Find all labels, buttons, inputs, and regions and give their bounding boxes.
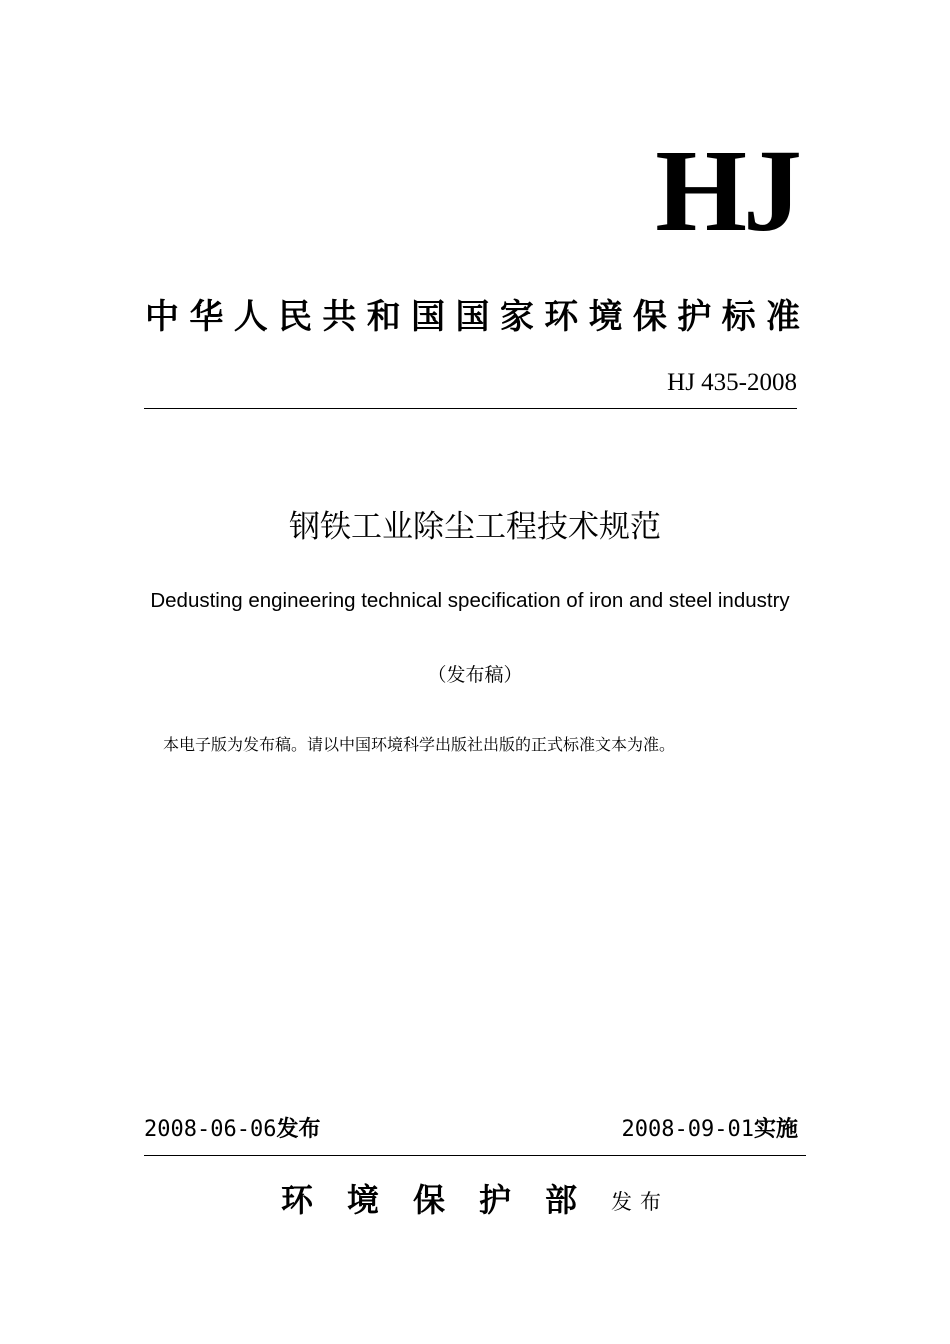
bottom-divider xyxy=(144,1155,806,1156)
document-title-chinese: 钢铁工业除尘工程技术规范 xyxy=(289,509,661,545)
ministry-name: 环境保护部 xyxy=(280,1181,611,1219)
publish-label: 发布 xyxy=(611,1190,669,1214)
issue-date xyxy=(144,1113,320,1147)
publisher-footer xyxy=(0,1177,950,1223)
top-divider xyxy=(144,408,797,409)
draft-tag: （发布稿） xyxy=(427,664,523,686)
hj-logo: HJ xyxy=(655,125,798,256)
org-title: 中华人民共和国国家环境保护标准 xyxy=(145,297,800,337)
implementation-date xyxy=(622,1113,798,1147)
document-title-english: Dedusting engineering technical specification of iron and steel industry xyxy=(150,589,790,612)
issue-date-label: 发布 xyxy=(276,1117,321,1142)
edition-notice: 本电子版为发布稿。请以中国环境科学出版社出版的正式标准文本为准。 xyxy=(163,735,676,754)
issue-date-value: 2008-06-06 xyxy=(144,1117,277,1142)
implementation-date-label: 实施 xyxy=(753,1117,798,1142)
implementation-date-value: 2008-09-01 xyxy=(621,1117,754,1142)
standard-number: HJ 435-2008 xyxy=(667,369,797,396)
